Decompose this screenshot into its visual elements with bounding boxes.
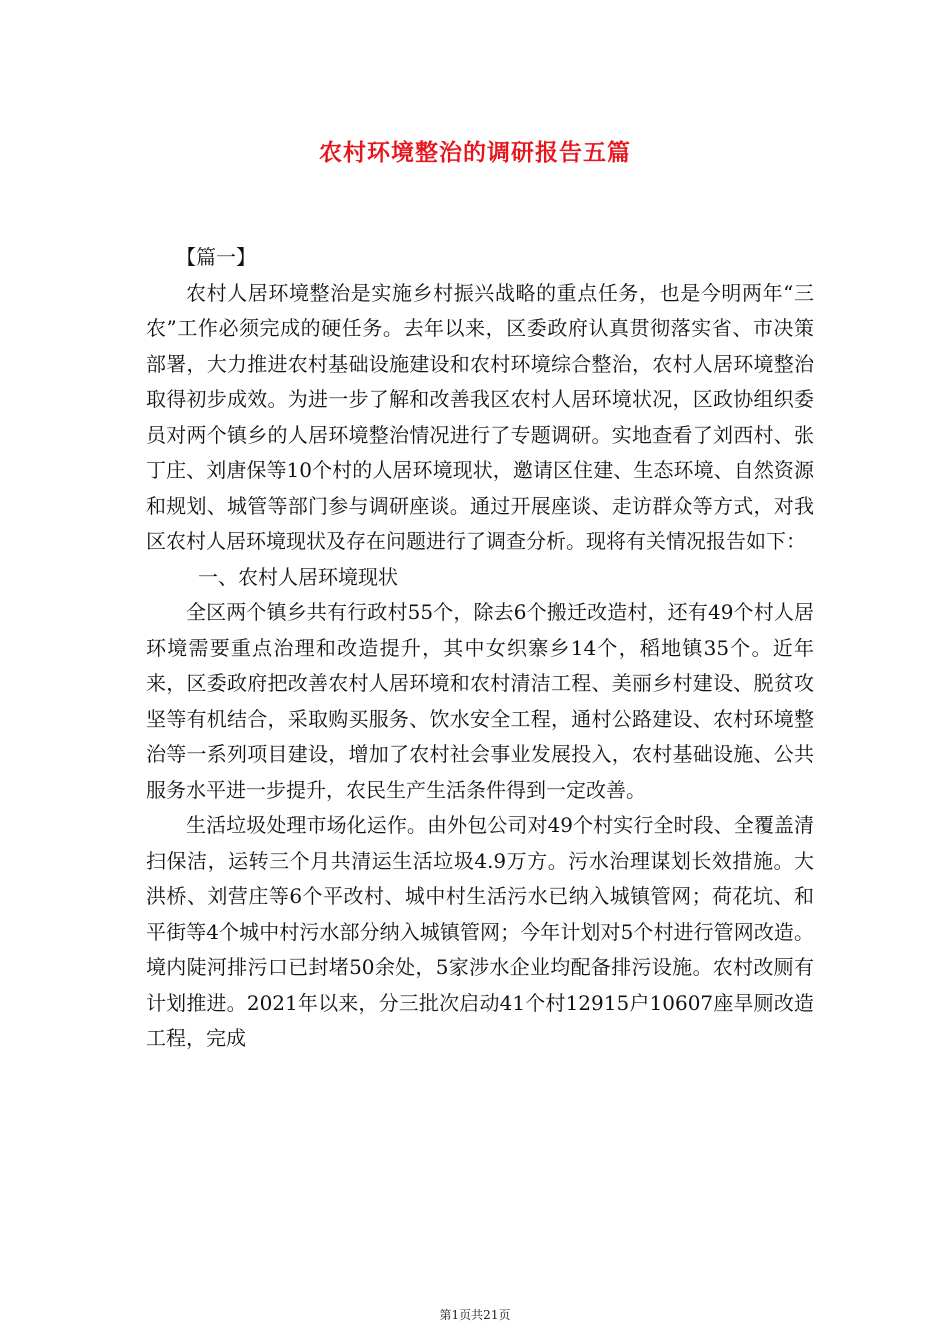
paragraph-measures: 生活垃圾处理市场化运作。由外包公司对49个村实行全时段、全覆盖清扫保洁，运转三个月共清运生活垃圾4.9万方。污水治理谋划长效措施。大洪桥、刘营庄等6个平改村、城中村生活污水已纳入城镇管网；荷花坑、和平街等4个城中村污水部分纳入城镇管网；今年计划对5个村进行管网改造。境内陡河排污口已封堵50余处，5家涉水企业均配备排污设施。农村改厕有计划推进。2021年以来，分三批次启动41个村12915户10607座旱厕改造工程，完成 (146, 813, 814, 1050)
section-label: 【篇一】 (176, 245, 256, 269)
page-footer: 第1页共21页 (439, 1308, 511, 1322)
document-title: 农村环境整治的调研报告五篇 (319, 139, 631, 166)
section-heading: 一、农村人居环境现状 (198, 564, 398, 589)
paragraph-intro: 农村人居环境整治是实施乡村振兴战略的重点任务，也是今明两年“三农”工作必须完成的硬任务。去年以来，区委政府认真贯彻落实省、市决策部署，大力推进农村基础设施建设和农村环境综合整治，农村人居环境整治取得初步成效。为进一步了解和改善我区农村人居环境状况，区政协组织委员对两个镇乡的人居环境整治情况进行了专题调研。实地查看了刘西村、张丁庄、刘唐保等10个村的人居环境现状，邀请区住建、生态环境、自然资源和规划、城管等部门参与调研座谈。通过开展座谈、走访群众等方式，对我区农村人居环境现状及存在问题进行了调查分析。现将有关情况报告如下： (146, 280, 814, 553)
paragraph-status: 全区两个镇乡共有行政村55个，除去6个搬迁改造村，还有49个村人居环境需要重点治理和改造提升，其中女织寨乡14个，稻地镇35个。近年来，区委政府把改善农村人居环境和农村清洁工程、美丽乡村建设、脱贫攻坚等有机结合，采取购买服务、饮水安全工程，通村公路建设、农村环境整治等一系列项目建设，增加了农村社会事业发展投入，农村基础设施、公共服务水平进一步提升，农民生产生活条件得到一定改善。 (146, 600, 814, 802)
document-body (146, 240, 814, 1057)
